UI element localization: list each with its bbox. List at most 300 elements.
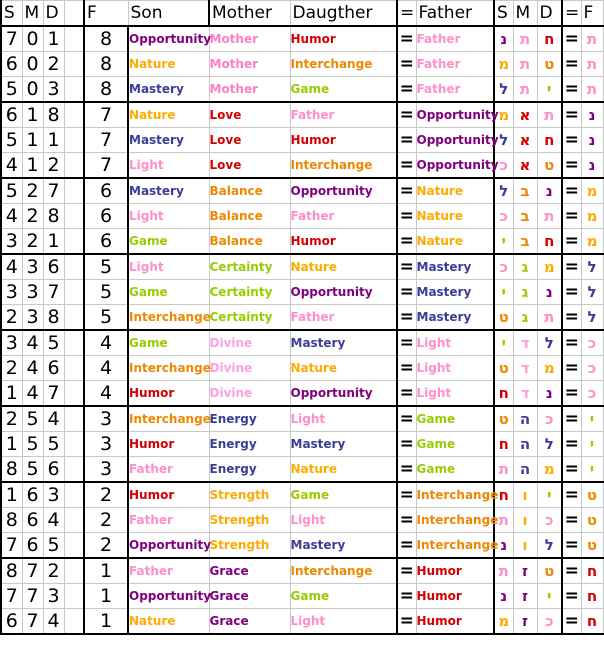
cell-son: Game (128, 229, 209, 255)
cell-heb-m: א (513, 128, 537, 153)
cell-heb-s: ח (494, 482, 513, 508)
cell-heb-m: ו (513, 533, 537, 559)
cell-heb-m: ב (513, 204, 537, 229)
cell-son: Father (128, 508, 209, 533)
cell-heb-d: נ (537, 178, 562, 204)
cell-daughter: Opportunity (290, 178, 397, 204)
cell-equals: = (397, 457, 416, 483)
cell-equals: = (397, 558, 416, 584)
cell-d: 5 (43, 533, 64, 559)
cell-heb-s: ת (494, 457, 513, 483)
cell-equals-2: = (562, 482, 581, 508)
cell-blank (64, 558, 84, 584)
cell-d: 1 (43, 128, 64, 153)
cell-blank (64, 229, 84, 255)
cell-m: 1 (22, 128, 43, 153)
cell-heb-s: ל (494, 178, 513, 204)
cell-heb-m: ג (513, 254, 537, 280)
cell-heb-f: ת (581, 77, 603, 103)
cell-s: 6 (1, 102, 22, 128)
table-row (1, 254, 603, 280)
cell-heb-d: ל (537, 432, 562, 457)
cell-heb-d: ח (537, 26, 562, 52)
cell-d: 4 (43, 609, 64, 635)
cell-heb-f: כ (581, 381, 603, 407)
cell-heb-m: ו (513, 508, 537, 533)
cell-daughter: Father (290, 102, 397, 128)
cell-f: 6 (84, 229, 128, 255)
cell-equals-2: = (562, 457, 581, 483)
cell-heb-m: ב (513, 178, 537, 204)
cell-daughter: Mastery (290, 432, 397, 457)
cell-heb-d: ט (537, 52, 562, 77)
cell-m: 6 (22, 482, 43, 508)
cell-mother: Strength (209, 482, 290, 508)
cell-heb-d: ת (537, 204, 562, 229)
cell-equals: = (397, 254, 416, 280)
cell-f: 1 (84, 609, 128, 635)
cell-m: 2 (22, 229, 43, 255)
cell-d: 8 (43, 204, 64, 229)
cell-s: 8 (1, 558, 22, 584)
cell-equals: = (397, 204, 416, 229)
cell-m: 3 (22, 280, 43, 305)
cell-heb-s: י (494, 330, 513, 356)
cell-f: 8 (84, 52, 128, 77)
cell-f: 4 (84, 356, 128, 381)
header-mother: Mother (209, 1, 290, 27)
header-son: Son (128, 1, 209, 27)
cell-s: 2 (1, 406, 22, 432)
cell-equals: = (397, 102, 416, 128)
table-body (1, 26, 603, 634)
cell-son: Light (128, 204, 209, 229)
cell-heb-f: ח (581, 558, 603, 584)
cell-s: 2 (1, 305, 22, 331)
cell-heb-s: ל (494, 77, 513, 103)
cell-d: 4 (43, 406, 64, 432)
cell-heb-s: נ (494, 584, 513, 609)
cell-heb-s: ל (494, 128, 513, 153)
cell-s: 8 (1, 457, 22, 483)
cell-equals-2: = (562, 77, 581, 103)
cell-mother: Certainty (209, 254, 290, 280)
cell-heb-f: ח (581, 584, 603, 609)
cell-heb-m: ה (513, 406, 537, 432)
cell-equals-2: = (562, 204, 581, 229)
cell-heb-m: ד (513, 356, 537, 381)
cell-mother: Love (209, 102, 290, 128)
table-row (1, 356, 603, 381)
cell-mother: Love (209, 128, 290, 153)
cell-m: 4 (22, 381, 43, 407)
cell-blank (64, 330, 84, 356)
cell-daughter: Opportunity (290, 381, 397, 407)
header-heb-m: M (513, 1, 537, 27)
cell-heb-f: ט (581, 482, 603, 508)
cell-d: 2 (43, 153, 64, 179)
cell-heb-s: כ (494, 254, 513, 280)
cell-daughter: Nature (290, 254, 397, 280)
cell-d: 3 (43, 482, 64, 508)
cell-heb-f: י (581, 457, 603, 483)
cell-f: 7 (84, 153, 128, 179)
cell-son: Game (128, 330, 209, 356)
cell-equals: = (397, 305, 416, 331)
cell-son: Humor (128, 482, 209, 508)
cell-heb-f: י (581, 406, 603, 432)
cell-blank (64, 457, 84, 483)
cell-mother: Balance (209, 229, 290, 255)
cell-heb-s: מ (494, 52, 513, 77)
cell-heb-d: ל (537, 533, 562, 559)
cell-father: Nature (416, 229, 494, 255)
cell-daughter: Humor (290, 229, 397, 255)
table-row (1, 584, 603, 609)
cell-father: Game (416, 457, 494, 483)
cell-mother: Grace (209, 609, 290, 635)
cell-heb-m: ד (513, 330, 537, 356)
cell-d: 6 (43, 254, 64, 280)
cell-heb-d: מ (537, 356, 562, 381)
cell-heb-f: ח (581, 609, 603, 635)
cell-blank (64, 204, 84, 229)
table-row (1, 482, 603, 508)
cell-mother: Grace (209, 584, 290, 609)
cell-heb-d: י (537, 77, 562, 103)
cell-heb-d: י (537, 584, 562, 609)
cell-mother: Divine (209, 381, 290, 407)
cell-s: 5 (1, 77, 22, 103)
cell-blank (64, 609, 84, 635)
cell-d: 2 (43, 558, 64, 584)
header-equals: = (397, 1, 416, 27)
cell-heb-f: י (581, 432, 603, 457)
cell-daughter: Humor (290, 128, 397, 153)
cell-blank (64, 26, 84, 52)
cell-equals: = (397, 26, 416, 52)
cell-daughter: Game (290, 584, 397, 609)
cell-father: Light (416, 356, 494, 381)
cell-father: Interchange (416, 508, 494, 533)
cell-f: 6 (84, 178, 128, 204)
cell-daughter: Light (290, 508, 397, 533)
cell-blank (64, 102, 84, 128)
cell-m: 2 (22, 204, 43, 229)
cell-equals-2: = (562, 229, 581, 255)
cell-equals: = (397, 609, 416, 635)
cell-equals-2: = (562, 128, 581, 153)
table-row (1, 305, 603, 331)
cell-equals: = (397, 508, 416, 533)
cell-heb-m: ו (513, 482, 537, 508)
cell-m: 5 (22, 432, 43, 457)
cell-m: 7 (22, 584, 43, 609)
cell-f: 6 (84, 204, 128, 229)
cell-d: 5 (43, 432, 64, 457)
cell-mother: Divine (209, 330, 290, 356)
cell-s: 1 (1, 381, 22, 407)
cell-s: 2 (1, 356, 22, 381)
cell-heb-s: נ (494, 533, 513, 559)
cell-son: Humor (128, 432, 209, 457)
cell-heb-s: נ (494, 26, 513, 52)
cell-mother: Balance (209, 204, 290, 229)
cell-equals-2: = (562, 432, 581, 457)
cell-f: 8 (84, 77, 128, 103)
cell-son: Nature (128, 609, 209, 635)
cell-heb-d: כ (537, 508, 562, 533)
cell-daughter: Interchange (290, 52, 397, 77)
cell-f: 8 (84, 26, 128, 52)
cell-heb-d: כ (537, 609, 562, 635)
cell-heb-m: ג (513, 280, 537, 305)
cell-heb-f: נ (581, 128, 603, 153)
cell-blank (64, 153, 84, 179)
cell-heb-f: ט (581, 533, 603, 559)
cell-blank (64, 381, 84, 407)
cell-heb-d: ל (537, 330, 562, 356)
cell-son: Opportunity (128, 26, 209, 52)
cell-heb-m: ת (513, 52, 537, 77)
cell-f: 7 (84, 128, 128, 153)
cell-heb-d: ט (537, 153, 562, 179)
cell-d: 3 (43, 77, 64, 103)
cell-f: 3 (84, 457, 128, 483)
header-daugther: Daugther (290, 1, 397, 27)
cell-blank (64, 482, 84, 508)
cell-s: 1 (1, 482, 22, 508)
cell-s: 7 (1, 533, 22, 559)
cell-mother: Energy (209, 432, 290, 457)
cell-father: Mastery (416, 305, 494, 331)
table-row (1, 102, 603, 128)
cell-heb-m: ב (513, 229, 537, 255)
cell-equals: = (397, 406, 416, 432)
cell-equals-2: = (562, 330, 581, 356)
cell-heb-d: מ (537, 254, 562, 280)
cell-s: 3 (1, 280, 22, 305)
cell-heb-d: נ (537, 381, 562, 407)
table-row (1, 280, 603, 305)
cell-heb-m: א (513, 102, 537, 128)
cell-f: 2 (84, 533, 128, 559)
cell-equals-2: = (562, 406, 581, 432)
cell-father: Light (416, 330, 494, 356)
cell-heb-s: ט (494, 305, 513, 331)
cell-s: 5 (1, 178, 22, 204)
cell-mother: Mother (209, 52, 290, 77)
cell-d: 7 (43, 280, 64, 305)
cell-heb-f: ט (581, 508, 603, 533)
cell-blank (64, 533, 84, 559)
cell-heb-d: ת (537, 305, 562, 331)
cell-daughter: Light (290, 406, 397, 432)
cell-heb-m: ה (513, 457, 537, 483)
cell-father: Interchange (416, 533, 494, 559)
cell-heb-f: ל (581, 254, 603, 280)
cell-heb-d: ח (537, 128, 562, 153)
cell-heb-m: ה (513, 432, 537, 457)
table-row (1, 52, 603, 77)
cell-heb-s: י (494, 280, 513, 305)
cell-mother: Mother (209, 77, 290, 103)
cell-f: 5 (84, 280, 128, 305)
table-row (1, 204, 603, 229)
cell-son: Interchange (128, 406, 209, 432)
cell-m: 4 (22, 356, 43, 381)
cell-equals-2: = (562, 381, 581, 407)
cell-blank (64, 406, 84, 432)
cell-heb-s: ת (494, 558, 513, 584)
cell-blank (64, 77, 84, 103)
cell-f: 4 (84, 330, 128, 356)
cell-heb-f: כ (581, 330, 603, 356)
cell-daughter: Father (290, 305, 397, 331)
cell-s: 4 (1, 254, 22, 280)
cell-father: Game (416, 432, 494, 457)
cell-heb-d: נ (537, 280, 562, 305)
cell-son: Light (128, 254, 209, 280)
cell-heb-d: ט (537, 558, 562, 584)
cell-mother: Strength (209, 533, 290, 559)
cell-heb-f: ת (581, 26, 603, 52)
cell-equals: = (397, 280, 416, 305)
cell-mother: Balance (209, 178, 290, 204)
cell-mother: Energy (209, 457, 290, 483)
cell-s: 3 (1, 229, 22, 255)
header-heb-s: S (494, 1, 513, 27)
header-m: M (22, 1, 43, 27)
cell-daughter: Game (290, 482, 397, 508)
cell-heb-f: ל (581, 280, 603, 305)
header-heb-f: F (581, 1, 603, 27)
cell-heb-m: ת (513, 26, 537, 52)
cell-heb-s: כ (494, 153, 513, 179)
cell-heb-d: י (537, 482, 562, 508)
cell-s: 8 (1, 508, 22, 533)
cell-father: Opportunity (416, 102, 494, 128)
cell-equals-2: = (562, 609, 581, 635)
cell-daughter: Interchange (290, 558, 397, 584)
cell-heb-f: נ (581, 153, 603, 179)
cell-f: 4 (84, 381, 128, 407)
cell-heb-s: ט (494, 406, 513, 432)
cell-equals-2: = (562, 533, 581, 559)
cell-father: Father (416, 52, 494, 77)
cell-s: 1 (1, 432, 22, 457)
cell-equals: = (397, 584, 416, 609)
header-row (1, 1, 603, 27)
cell-father: Opportunity (416, 153, 494, 179)
cell-heb-f: כ (581, 356, 603, 381)
cell-father: Mastery (416, 254, 494, 280)
cell-f: 2 (84, 508, 128, 533)
cell-equals: = (397, 330, 416, 356)
cell-f: 1 (84, 584, 128, 609)
cell-mother: Strength (209, 508, 290, 533)
cell-son: Mastery (128, 128, 209, 153)
cell-heb-f: מ (581, 204, 603, 229)
table-row (1, 128, 603, 153)
cell-f: 3 (84, 432, 128, 457)
cell-d: 8 (43, 102, 64, 128)
cell-heb-d: ח (537, 229, 562, 255)
cell-m: 0 (22, 77, 43, 103)
cell-daughter: Mastery (290, 533, 397, 559)
cell-f: 7 (84, 102, 128, 128)
cell-son: Light (128, 153, 209, 179)
cell-m: 5 (22, 457, 43, 483)
cell-daughter: Father (290, 204, 397, 229)
cell-m: 0 (22, 52, 43, 77)
cell-m: 7 (22, 609, 43, 635)
cell-equals-2: = (562, 356, 581, 381)
cell-s: 3 (1, 330, 22, 356)
cell-equals: = (397, 128, 416, 153)
cell-equals: = (397, 153, 416, 179)
cell-d: 2 (43, 52, 64, 77)
cell-s: 7 (1, 584, 22, 609)
cell-father: Humor (416, 609, 494, 635)
header-equals-2: = (562, 1, 581, 27)
cell-d: 1 (43, 229, 64, 255)
cell-blank (64, 432, 84, 457)
cell-daughter: Mastery (290, 330, 397, 356)
cell-f: 1 (84, 558, 128, 584)
cell-m: 4 (22, 330, 43, 356)
cell-m: 3 (22, 254, 43, 280)
cell-f: 2 (84, 482, 128, 508)
cell-m: 2 (22, 178, 43, 204)
cell-equals: = (397, 77, 416, 103)
cell-heb-m: ד (513, 381, 537, 407)
cell-father: Humor (416, 558, 494, 584)
cell-heb-f: ל (581, 305, 603, 331)
header-d: D (43, 1, 64, 27)
cell-father: Interchange (416, 482, 494, 508)
cell-equals-2: = (562, 26, 581, 52)
cell-equals-2: = (562, 52, 581, 77)
cell-son: Game (128, 280, 209, 305)
cell-heb-m: ת (513, 77, 537, 103)
table-row (1, 229, 603, 255)
table-row (1, 26, 603, 52)
table-row (1, 406, 603, 432)
cell-m: 0 (22, 26, 43, 52)
cell-d: 7 (43, 381, 64, 407)
cell-daughter: Nature (290, 356, 397, 381)
cell-m: 7 (22, 558, 43, 584)
cell-heb-d: מ (537, 457, 562, 483)
cell-father: Nature (416, 178, 494, 204)
cell-mother: Grace (209, 558, 290, 584)
cell-father: Nature (416, 204, 494, 229)
cell-d: 3 (43, 584, 64, 609)
cell-f: 3 (84, 406, 128, 432)
cell-equals: = (397, 432, 416, 457)
cell-blank (64, 128, 84, 153)
cell-heb-s: י (494, 229, 513, 255)
cell-son: Humor (128, 381, 209, 407)
cell-daughter: Interchange (290, 153, 397, 179)
cell-mother: Divine (209, 356, 290, 381)
cell-heb-d: כ (537, 406, 562, 432)
cell-m: 5 (22, 406, 43, 432)
cell-heb-s: מ (494, 102, 513, 128)
cell-son: Interchange (128, 305, 209, 331)
cell-mother: Mother (209, 26, 290, 52)
